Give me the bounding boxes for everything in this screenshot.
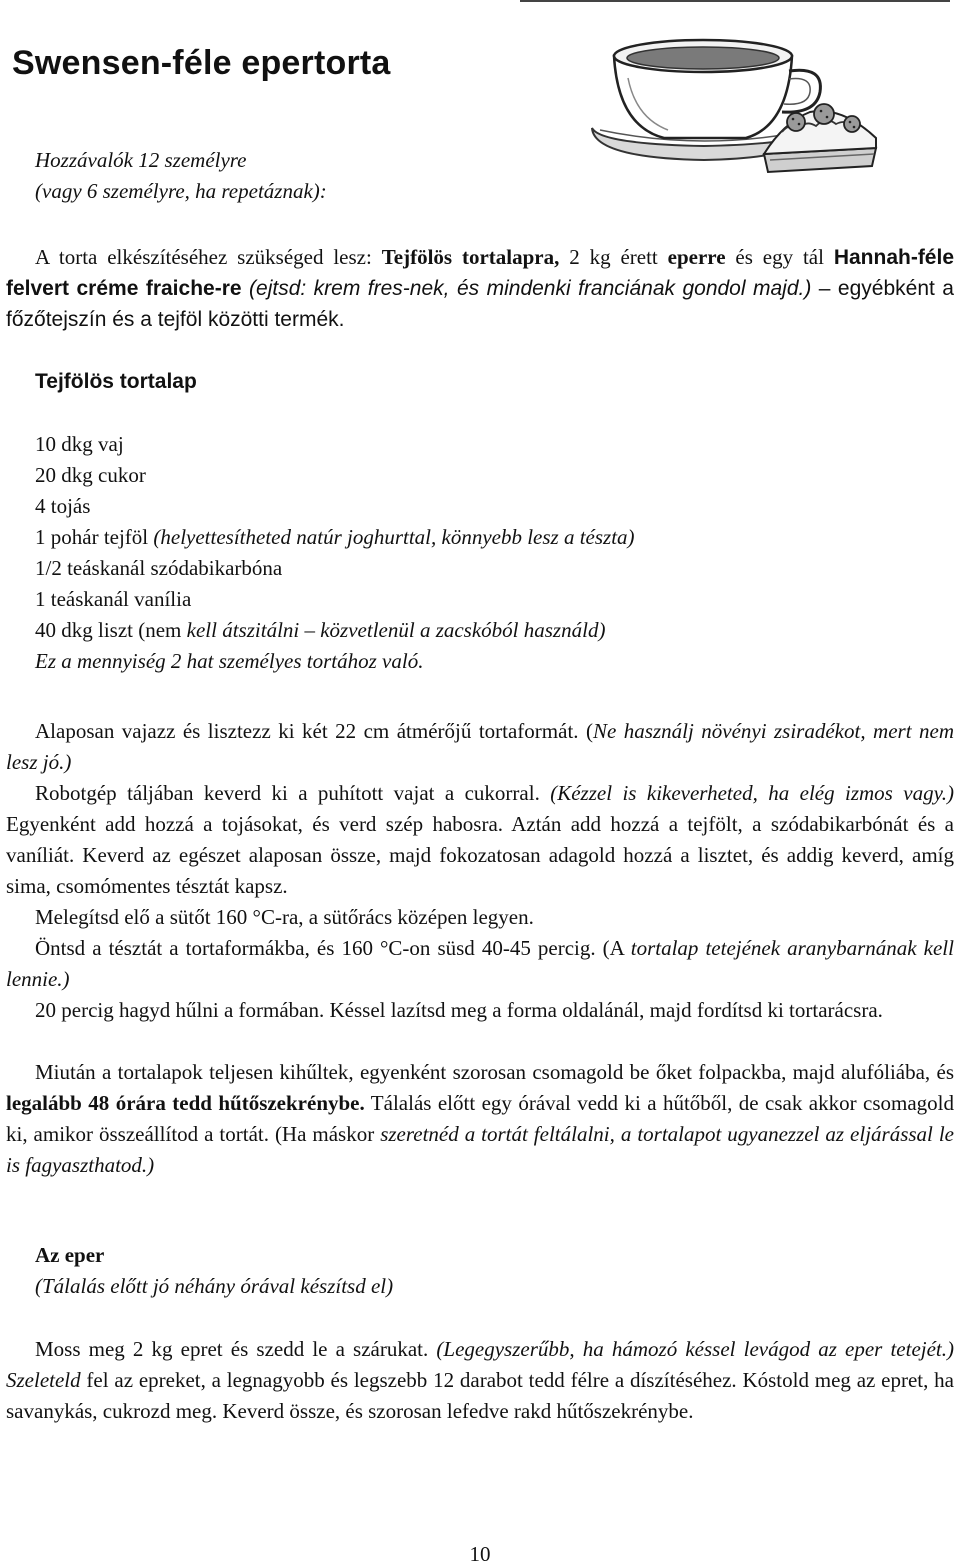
strawberry-paragraph: Moss meg 2 kg epret és szedd le a szárukat. (Legegyszerűbb, ha hámozó késsel levágod az eper tetejét.) Szeleteld fel az epreket, a legnagyobb és legszebb 12 darabot tedd félre a díszítéséhez. Kóstold meg az epret, ha savanykás, cukrozd meg. Keverd össze, és szorosan lefedve rakd hűtőszekrénybe.	[6, 1337, 954, 1423]
servings-line-1: Hozzávalók 12 személyre	[35, 148, 247, 172]
base-heading: Tejfölös tortalap	[35, 370, 197, 393]
page-number: 10	[469, 1542, 491, 1566]
quantity-note: Ez a mennyiség 2 hat személyes tortához való.	[35, 649, 424, 673]
servings-line-2: (vagy 6 személyre, ha repetáznak):	[35, 179, 327, 203]
ingredient-item: 10 dkg vaj	[35, 432, 124, 456]
top-rule	[520, 0, 950, 2]
step-4: Öntsd a tésztát a tortaformákba, és 160 °C-on süsd 40-45 percig. (A tortalap tetejének aranybarnának kell lennie.)	[6, 936, 954, 991]
ingredient-list	[35, 429, 635, 677]
ingredient-item: 1 teáskanál vanília	[35, 587, 192, 611]
servings	[35, 145, 327, 207]
step-1: Alaposan vajazz és lisztezz ki két 22 cm átmérőjű tortaformát. (Ne használj növényi zsiradékot, mert nem lesz jó.)	[6, 719, 954, 774]
ingredient-item: 20 dkg cukor	[35, 463, 146, 487]
intro-paragraph: A torta elkészítéséhez szükséged lesz: Tejfölös tortalapra, 2 kg érett eperre és egy tál Hannah-féle felvert créme fraiche-re (ejtsd: krem fres-nek, és mindenki franciának gondol majd.) – egyébként a főzőtejszín és a tejföl közötti termék.	[6, 245, 954, 331]
step-6: Miután a tortalapok teljesen kihűltek, egyenként szorosan csomagold be őket folpackba, majd alufóliába, és legalább 48 órára tedd hűtőszekrénybe. Tálalás előtt egy órával vedd ki a hűtőből, de csak akkor csomagold ki, amikor összeállítod a tortát. (Ha máskor szeretnéd a tortát feltálalni, a tortalapot ugyanezzel az eljárással le is fagyaszthatod.)	[6, 1060, 955, 1177]
strawberry-heading: Az eper (Tálalás előtt jó néhány órával készítsd el)	[35, 1243, 394, 1298]
coffee-cup-and-cake-slice-icon	[584, 26, 880, 176]
step-3: Melegítsd elő a sütőt 160 °C-ra, a sütőrács középen legyen.	[35, 905, 534, 929]
ingredient-item: 1/2 teáskanál szódabikarbóna	[35, 556, 283, 580]
ingredient-item: 4 tojás	[35, 494, 91, 518]
ingredient-item: 1 pohár tejföl (helyettesítheted natúr joghurttal, könnyebb lesz a tészta)	[35, 525, 635, 549]
ingredient-item: 40 dkg liszt (nem kell átszitálni – közvetlenül a zacskóból használd)	[35, 618, 606, 642]
page-title: Swensen-féle epertorta	[12, 44, 391, 82]
step-2: Robotgép táljában keverd ki a puhított vajat a cukorral. (Kézzel is kikeverheted, ha elég izmos vagy.) Egyenként add hozzá a tojásokat, és verd szép habosra. Aztán add hozzá a tejfölt, a szódabikarbónát és a vaníliát. Keverd az egészet alaposan össze, majd fokozatosan adagold hozzá a lisztet, és addig keverd, amíg sima, csomómentes tésztát kapsz.	[6, 781, 954, 898]
step-5: 20 percig hagyd hűlni a formában. Késsel lazítsd meg a forma oldalánál, majd fordítsd ki tortarácsra.	[35, 998, 883, 1022]
